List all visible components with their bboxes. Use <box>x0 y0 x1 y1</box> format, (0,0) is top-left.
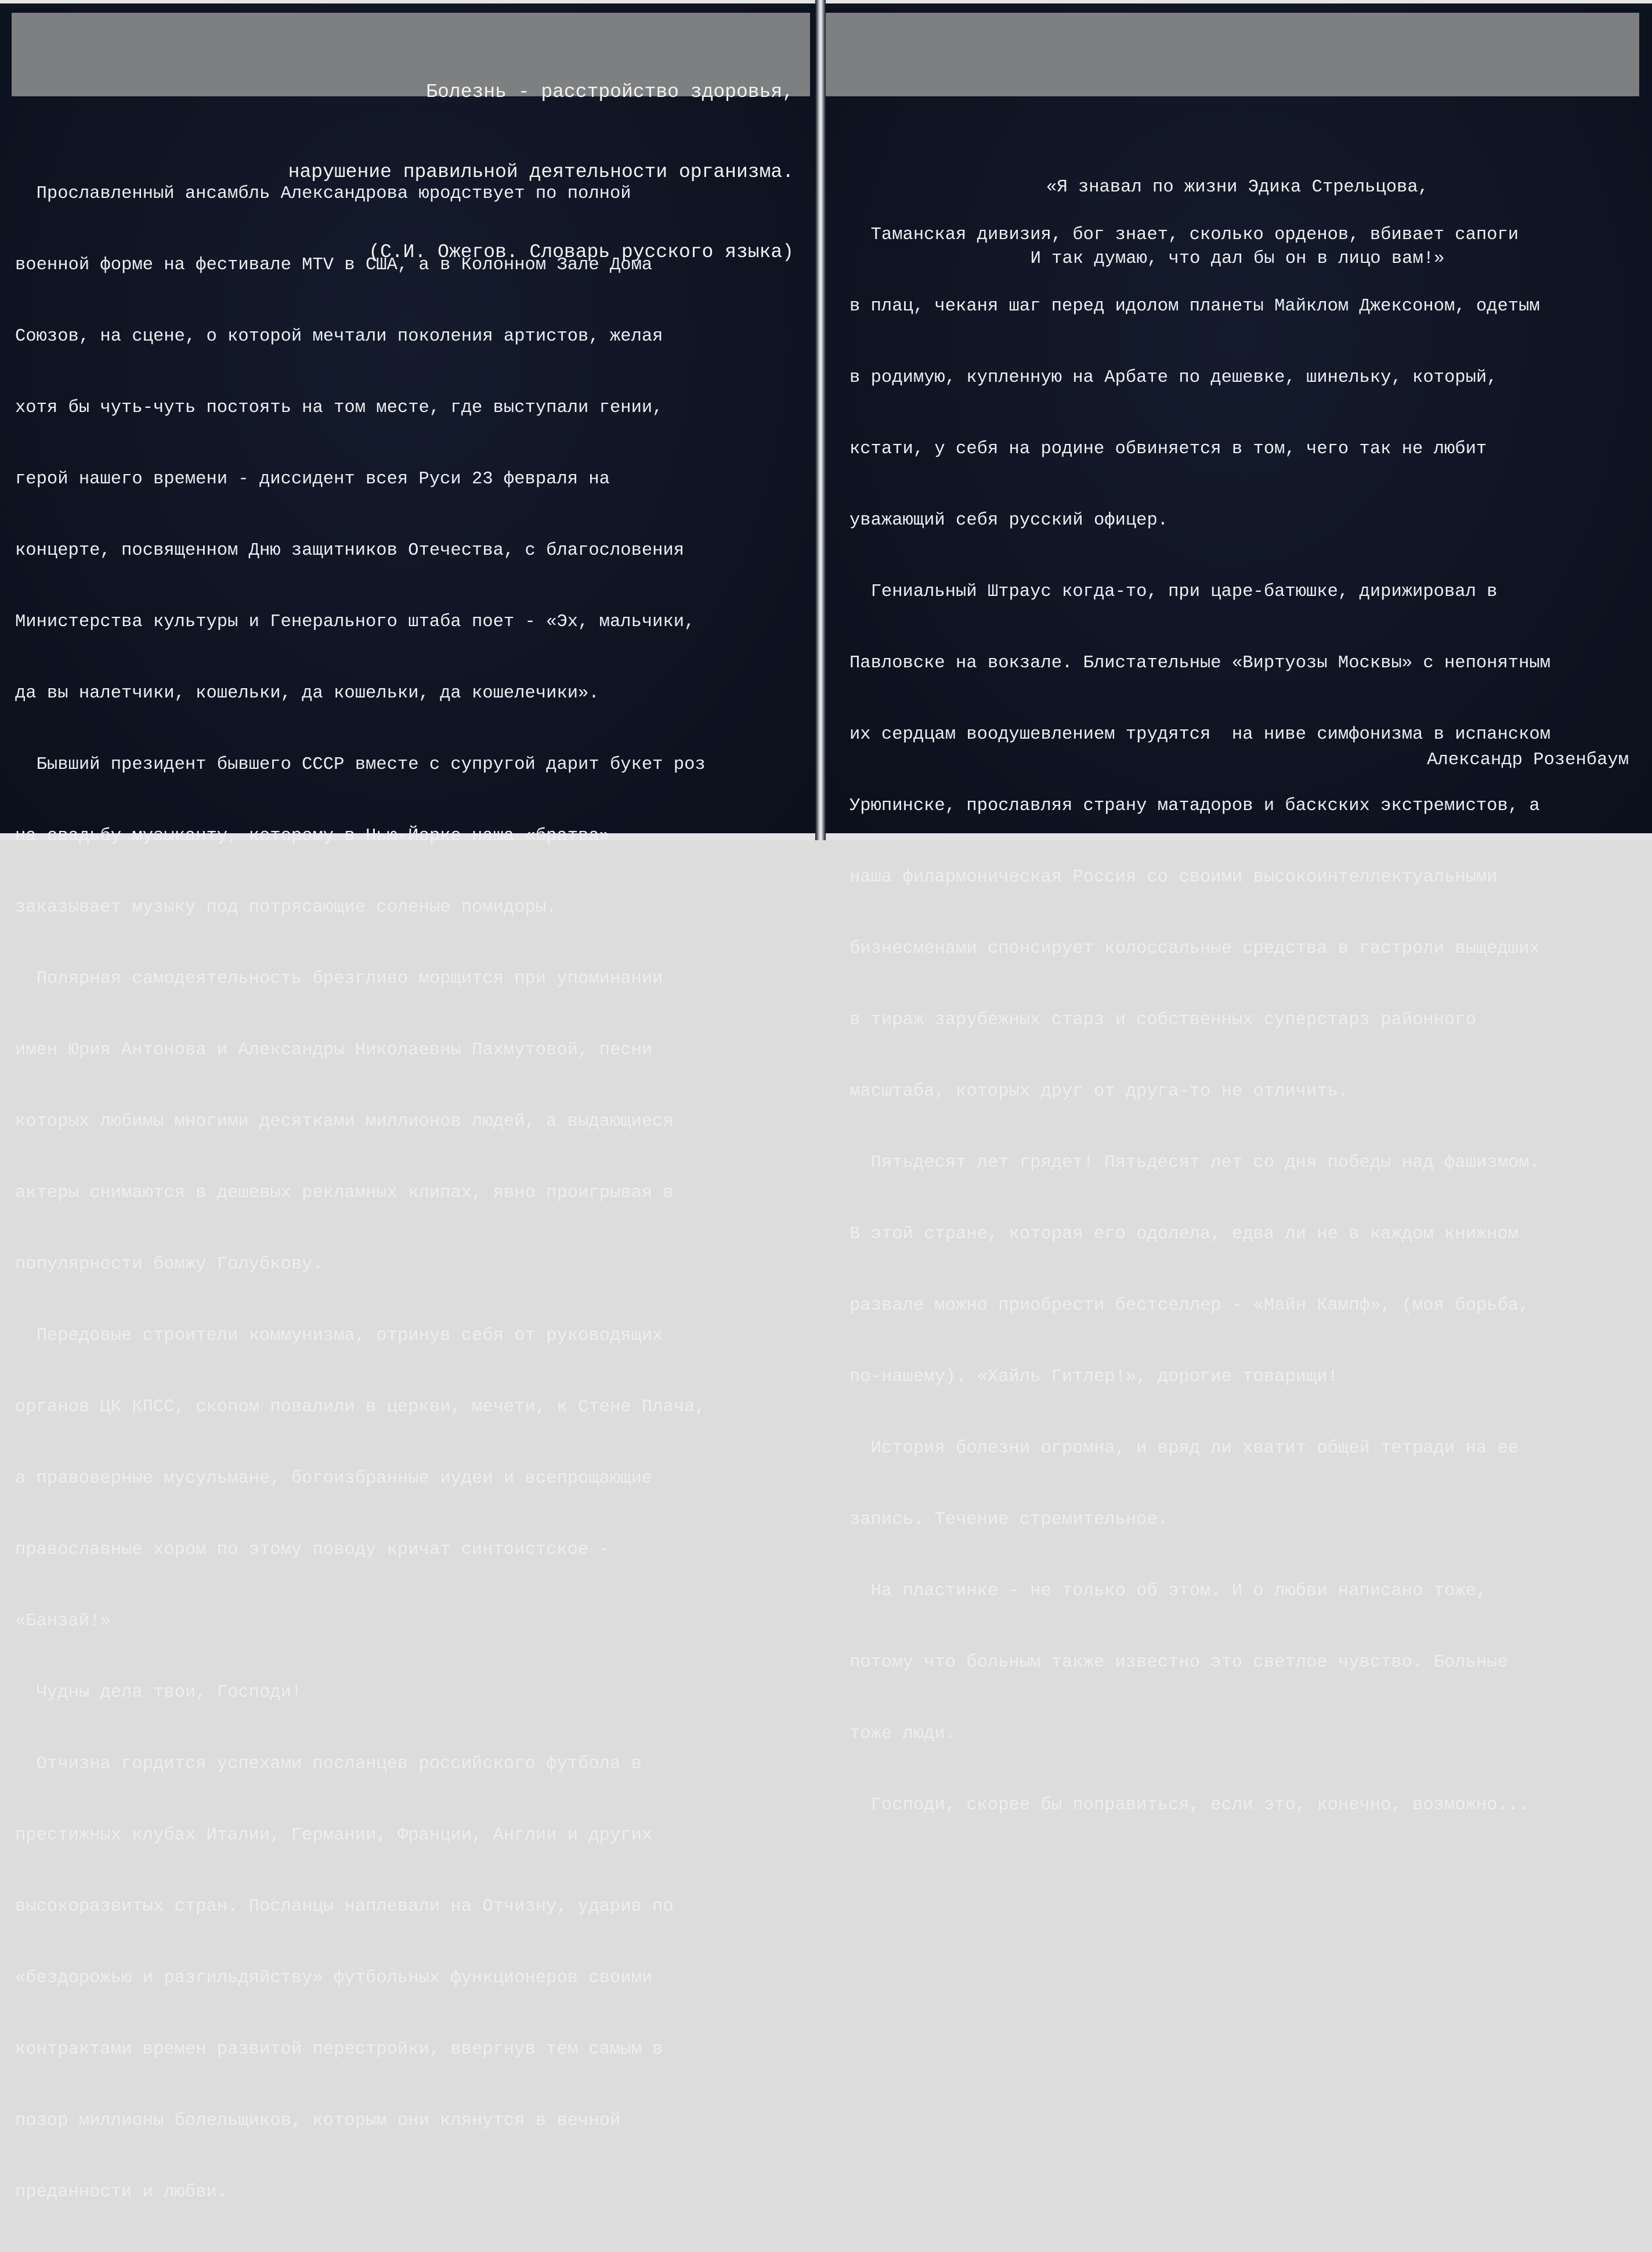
text-line: масштаба, которых друг от друга-то не отличить. <box>850 1082 1349 1101</box>
text-line: наша филармоническая Россия со своими высокоинтеллектуальными <box>850 867 1498 887</box>
text-line: которых любимы многими десятками миллионов людей, а выдающиеся <box>15 1112 674 1132</box>
text-line: Чудны дела твои, Господи! <box>15 1683 302 1702</box>
text-line: высокоразвитых стран. Посланцы наплевали на Отчизну, ударив по <box>15 1897 674 1917</box>
text-line: Министерства культуры и Генерального штаба поет - «Эх, мальчики, <box>15 612 695 632</box>
right-page-body <box>850 176 1550 1865</box>
quote-line: И так думаю, что дал бы он в лицо вам!» <box>1030 249 1445 269</box>
text-line: органов ЦК КПСС, скопом повалили в церкви, мечети, к Стене Плача, <box>15 1397 706 1417</box>
epigraph-line: (С.И. Ожегов. Словарь русского языка) <box>368 241 794 263</box>
text-line: актеры снимаются в дешевых рекламных клипах, явно проигрывая в <box>15 1183 674 1203</box>
text-line: Павловске на вокзале. Блистательные «Виртуозы Москвы» с непонятным <box>850 653 1550 673</box>
text-line: потому что больным также известно это светлое чувство. Больные <box>850 1653 1508 1672</box>
text-line: на свадьбу музыканту, которому в Нью-Йорке наша «братва» <box>15 826 610 846</box>
text-line: в тираж зарубежных старз и собственных суперстарз районного <box>850 1010 1476 1030</box>
text-line: запись. Течение стремительное. <box>850 1510 1169 1530</box>
epigraph <box>288 26 794 319</box>
text-line: а правоверные мусульмане, богоизбранные иудеи и всепрощающие <box>15 1469 653 1488</box>
text-line: бизнесменами спонсирует колоссальные средства в гастроли выщедших <box>850 939 1540 959</box>
text-line: хотя бы чуть-чуть постоять на том месте, где выступали гении, <box>15 398 663 418</box>
text-line: Союзов, на сцене, о которой мечтали поколения артистов, желая <box>15 327 663 346</box>
text-line: Передовые строители коммунизма, отринув себя от руководящих <box>15 1326 663 1346</box>
epigraph-line: Болезнь - расстройство здоровья, <box>426 81 794 103</box>
text-line: по-нашему). «Хайль Гитлер!», дорогие товарищи! <box>850 1367 1338 1387</box>
text-line: тоже люди. <box>850 1724 956 1744</box>
text-line: военной форме на фестивале MTV в США, а в Колонном Зале Дома <box>15 255 653 275</box>
header-band <box>824 13 1639 96</box>
text-line: уважающий себя русский офицер. <box>850 511 1169 530</box>
spine-fold <box>815 0 826 840</box>
text-line: имен Юрия Антонова и Александры Николаевны Пахмутовой, песни <box>15 1040 653 1060</box>
text-line: в родимую, купленную на Арбате по дешевке, шинельку, который, <box>850 368 1498 388</box>
text-line: концерте, посвященном Дню защитников Отечества, с благословения <box>15 541 685 561</box>
text-line: в плац, чеканя шаг перед идолом планеты Майклом Джексоном, одетым <box>850 297 1540 316</box>
text-line: Господи, скорее бы поправиться, если это, конечно, возможно... <box>850 1795 1530 1815</box>
text-line: популярности бомжу Голубкову. <box>15 1255 323 1274</box>
quote-line: «Я знавал по жизни Эдика Стрельцова, <box>1046 178 1429 197</box>
text-line: престижных клубах Италии, Германии, Франции, Англии и других <box>15 1826 653 1845</box>
text-line: «бездорожью и разгильдяйству» футбольных функционеров своими <box>15 1968 653 1988</box>
text-line: История болезни огромна, и вряд ли хватит общей тетради на ее <box>850 1438 1519 1458</box>
text-line: Прославленный ансамбль Александрова юродствует по полной <box>15 184 631 204</box>
text-line: «Банзай!» <box>15 1611 111 1631</box>
text-line: развале можно приобрести бестселлер - «Майн Кампф», (моя борьба, <box>850 1296 1530 1315</box>
text-line: Полярная самодеятельность брезгливо морщится при упоминании <box>15 969 663 989</box>
text-line: Бывший президент бывшего СССР вместе с супругой дарит букет роз <box>15 755 706 775</box>
author-signature: Александр Розенбаум <box>1427 750 1629 770</box>
text-line: В этой стране, которая его одолела, едва ли не в каждом книжном <box>850 1224 1519 1244</box>
text-line: Пятьдесят лет грядет! Пятьдесят лет со дня победы над фашизмом. <box>850 1153 1540 1173</box>
text-line: кстати, у себя на родине обвиняется в том, чего так не любит <box>850 439 1487 459</box>
epigraph-line: нарушение правильной деятельности организма. <box>288 161 794 183</box>
text-line: позор миллионы болельщиков, которым они клянутся в вечной <box>15 2111 621 2131</box>
text-line: На пластинке - не только об этом. И о любви написано тоже, <box>850 1581 1487 1601</box>
text-line: преданности и любви. <box>15 2182 228 2202</box>
text-line: Гениальный Штраус когда-то, при царе-батюшке, дирижировал в <box>850 582 1498 602</box>
text-line: да вы налетчики, кошельки, да кошельки, да кошелечики». <box>15 684 599 703</box>
text-line: герой нашего времени - диссидент всея Руси 23 февраля на <box>15 469 610 489</box>
text-line: православные хором по этому поводу кричат синтоистское - <box>15 1540 610 1560</box>
text-line: заказывает музыку под потрясающие соленые помидоры. <box>15 898 557 917</box>
text-line: Отчизна гордится успехами посланцев российского футбола в <box>15 1754 642 1774</box>
text-line: контрактами времен развитой перестройки, ввергнув тем самым в <box>15 2040 663 2059</box>
left-page-body <box>15 135 706 2252</box>
text-line: Урюпинске, прославляя страну матадоров и баскских экстремистов, а <box>850 796 1540 816</box>
text-line: Таманская дивизия, бог знает, сколько орденов, вбивает сапоги <box>850 225 1519 245</box>
text-line: их сердцам воодушевлением трудятся на ниве симфонизма в испанском <box>850 725 1550 744</box>
